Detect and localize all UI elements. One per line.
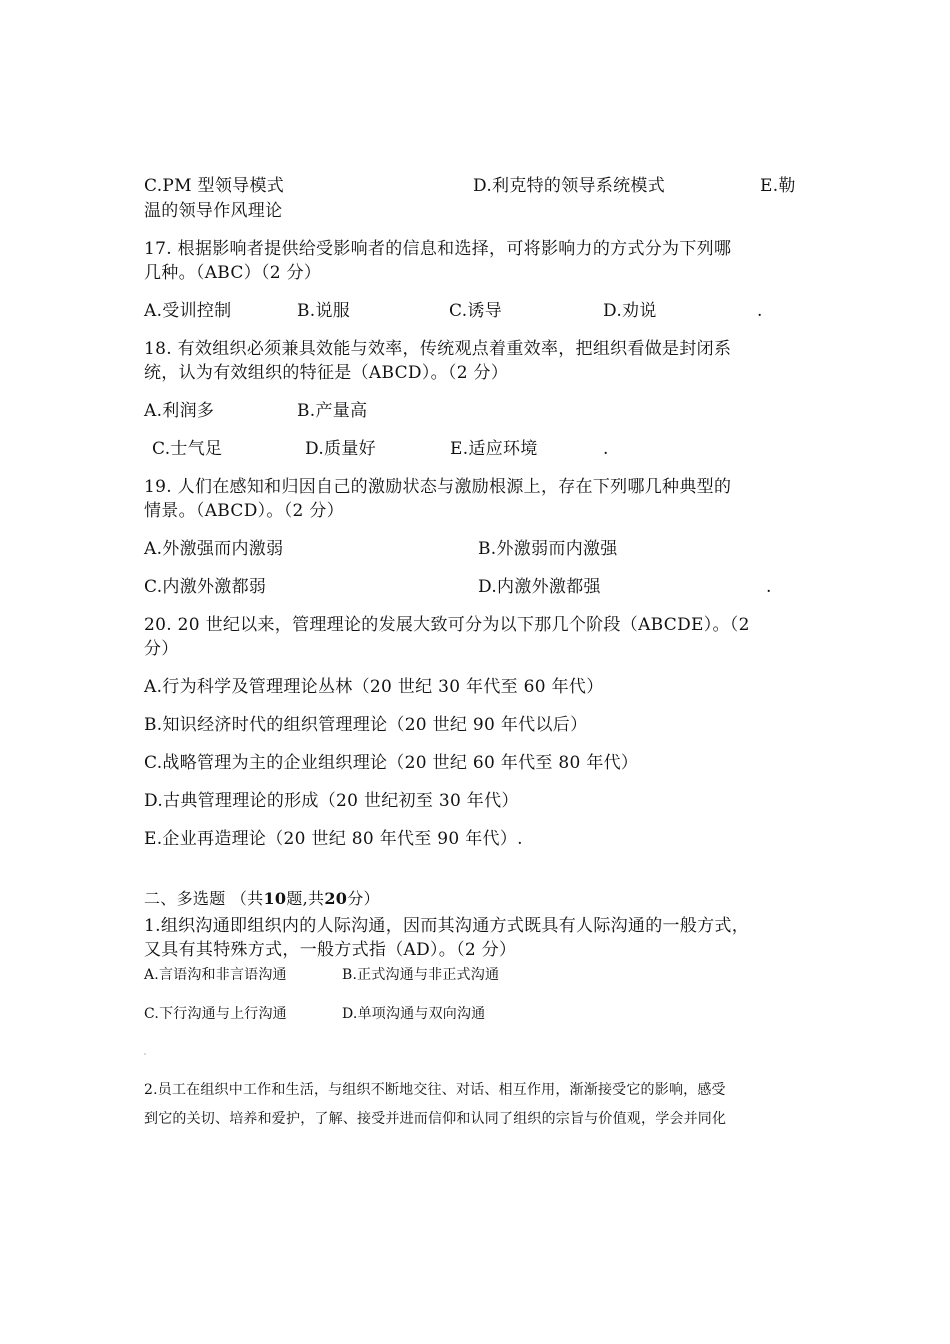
q19-stem-line2: 情景。（ABCD）。（2 分）	[144, 501, 344, 521]
q20-option-e: E.企业再造理论（20 世纪 80 年代至 90 年代）.	[144, 829, 523, 849]
q16-option-e-end: 温的领导作风理论	[144, 201, 283, 221]
q20-option-a: A.行为科学及管理理论丛林（20 世纪 30 年代至 60 年代）	[144, 677, 604, 697]
q20-option-b: B.知识经济时代的组织管理理论（20 世纪 90 年代以后）	[144, 715, 588, 735]
faint-mark	[144, 1053, 146, 1055]
section-heading	[144, 887, 380, 911]
section-total-points: 20	[324, 889, 348, 908]
q18-option-d: D.质量好	[305, 439, 376, 459]
section-heading-suffix: 分）	[347, 889, 380, 908]
q16-option-c: C.PM 型领导模式	[144, 176, 285, 196]
q18-stem-line1: 18. 有效组织必须兼具效能与效率，传统观点着重效率，把组织看做是封闭系	[144, 339, 732, 359]
mq2-stem-line2: 到它的关切、培养和爱护，了解、接受并进而信仰和认同了组织的宗旨与价值观，学会并同化	[144, 1111, 727, 1127]
mq2-stem-line1: 2.员工在组织中工作和生活，与组织不断地交往、对话、相互作用，渐渐接受它的影响，感受	[144, 1082, 726, 1098]
q17-option-c: C.诱导	[449, 301, 503, 321]
q19-stem-line1: 19. 人们在感知和归因自己的激励状态与激励根源上，存在下列哪几种典型的	[144, 477, 732, 497]
q17-trail: .	[757, 301, 763, 321]
q19-option-b: B.外激弱而内激强	[478, 539, 618, 559]
mq1-option-d: D.单项沟通与双向沟通	[342, 1006, 486, 1022]
q19-trail: .	[766, 577, 772, 597]
q18-option-e: E.适应环境	[450, 439, 538, 459]
q20-option-d: D.古典管理理论的形成（20 世纪初至 30 年代）	[144, 791, 519, 811]
q16-option-d: D.利克特的领导系统模式	[473, 176, 666, 196]
mq1-option-a: A.言语沟和非言语沟通	[144, 967, 287, 983]
mq1-stem-line2: 又具有其特殊方式，一般方式指（AD）。（2 分）	[144, 940, 517, 960]
mq1-stem-line1: 1.组织沟通即组织内的人际沟通，因而其沟通方式既具有人际沟通的一般方式，	[144, 916, 750, 936]
section-heading-prefix: 二、多选题 （共	[144, 889, 264, 908]
q18-option-b: B.产量高	[297, 401, 368, 421]
mq1-option-b: B.正式沟通与非正式沟通	[342, 967, 500, 983]
q20-stem-line1: 20. 20 世纪以来，管理理论的发展大致可分为以下那几个阶段（ABCDE）。（2	[144, 615, 750, 635]
q18-trail: .	[603, 439, 609, 459]
q17-stem-line1: 17. 根据影响者提供给受影响者的信息和选择，可将影响力的方式分为下列哪	[144, 239, 732, 259]
section-question-count: 10	[263, 889, 287, 908]
q18-stem-line2: 统，认为有效组织的特征是（ABCD）。（2 分）	[144, 363, 509, 383]
q17-option-a: A.受训控制	[144, 301, 232, 321]
q20-option-c: C.战略管理为主的企业组织理论（20 世纪 60 年代至 80 年代）	[144, 753, 639, 773]
q16-option-e-start: E.勒	[760, 176, 796, 196]
q19-option-d: D.内激外激都强	[478, 577, 601, 597]
q17-option-b: B.说服	[297, 301, 351, 321]
section-heading-mid: 题,共	[286, 889, 325, 908]
q20-stem-line2: 分）	[144, 639, 179, 659]
q18-option-c: C.士气足	[152, 439, 223, 459]
q17-option-d: D.劝说	[603, 301, 657, 321]
mq1-option-c: C.下行沟通与上行沟通	[144, 1006, 287, 1022]
q19-option-c: C.内激外激都弱	[144, 577, 267, 597]
q17-stem-line2: 几种。（ABC）（2 分）	[144, 263, 322, 283]
q18-option-a: A.利润多	[144, 401, 215, 421]
q19-option-a: A.外激强而内激弱	[144, 539, 284, 559]
